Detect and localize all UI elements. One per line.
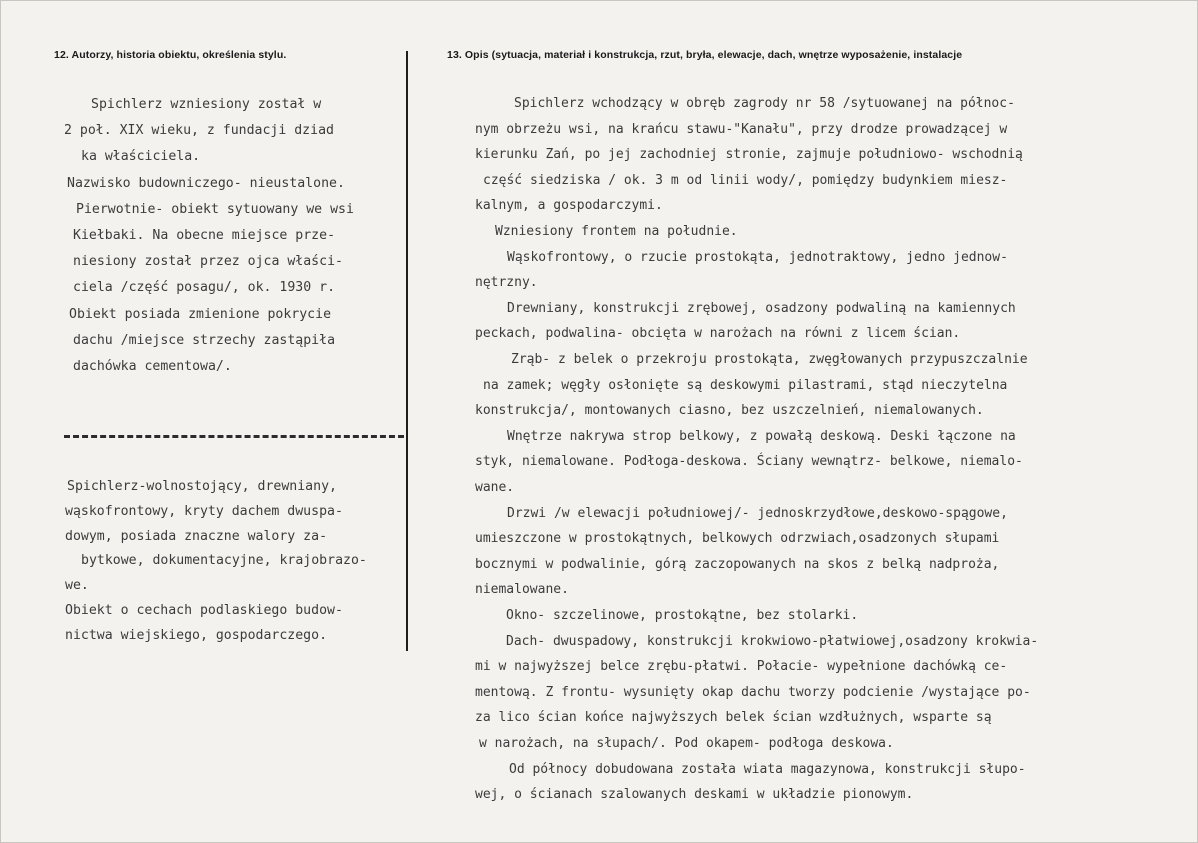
column-divider bbox=[406, 51, 408, 651]
text-line: Nazwisko budowniczego- nieustalone. bbox=[67, 175, 345, 191]
text-line: 2 poł. XIX wieku, z fundacji dziad bbox=[64, 123, 334, 139]
text-line: wane. bbox=[475, 480, 515, 495]
text-line: Obiekt o cechach podlaskiego budow- bbox=[65, 603, 343, 618]
text-line: nym obrzeżu wsi, na krańcu stawu-"Kanału", przy drodze prowadzącej w bbox=[475, 121, 1008, 137]
text-line: na zamek; węgły osłonięte są deskowymi pilastrami, stąd nieczytelna bbox=[483, 377, 1008, 393]
text-line: Spichlerz wzniesiony został w bbox=[91, 97, 322, 112]
text-line: Zrąb- z belek o przekroju prostokąta, zwęgłowanych przypuszczalnie bbox=[511, 352, 1028, 367]
text-line: wąskofrontowy, kryty dachem dwuspa- bbox=[65, 503, 343, 519]
text-line: Drzwi /w elewacji południowej/- jednoskrzydłowe,deskowo-spągowe, bbox=[507, 505, 1008, 521]
text-line: kalnym, a gospodarczymi. bbox=[475, 198, 663, 214]
text-line: mi w najwyższej belce zrębu-płatwi. Połacie- wypełnione dachówką ce- bbox=[475, 659, 1008, 675]
text-line: część siedziska / ok. 3 m od linii wody/, pomiędzy budynkiem miesz- bbox=[483, 172, 1008, 188]
section-13-header: 13. Opis (sytuacja, materiał i konstrukcja, rzut, bryła, elewacje, dach, wnętrze wyposażenie, instalacje bbox=[447, 49, 963, 61]
dashed-separator bbox=[64, 435, 404, 438]
text-line: ka właściciela. bbox=[81, 149, 201, 165]
text-line: niesiony został przez ojca właści- bbox=[73, 254, 343, 270]
text-line: wej, o ścianach szalowanych deskami w układzie pionowym. bbox=[475, 787, 914, 803]
text-line: mentową. Z frontu- wysunięty okap dachu tworzy podcienie /wystające po- bbox=[475, 684, 1031, 700]
text-line: nictwa wiejskiego, gospodarczego. bbox=[65, 627, 328, 643]
text-line: umieszczone w prostokątnych, belkowych odrzwiach,osadzonych słupami bbox=[475, 531, 1000, 547]
text-line: dachu /miejsce strzechy zastąpiła bbox=[73, 332, 336, 348]
text-line: styk, niemalowane. Podłoga-deskowa. Ściany wewnątrz- belkowe, niemalo- bbox=[475, 454, 1023, 470]
text-line: Wąskofrontowy, o rzucie prostokąta, jednotraktowy, jedno jednow- bbox=[507, 249, 1008, 265]
text-line: za lico ścian końce najwyższych belek ścian wzdłużnych, wsparte są bbox=[475, 710, 992, 726]
text-line: Drewniany, konstrukcji zrębowej, osadzony podwaliną na kamiennych bbox=[507, 300, 1016, 316]
text-line: dowym, posiada znaczne walory za- bbox=[65, 528, 328, 544]
text-line: Spichlerz wchodzący w obręb zagrody nr 58 /sytuowanej na północ- bbox=[514, 96, 1015, 111]
text-line: niemalowane. bbox=[475, 582, 569, 598]
text-line: peckach, podwalina- obcięta w narożach na równi z licem ścian. bbox=[475, 326, 961, 342]
text-line: Od północy dobudowana została wiata magazynowa, konstrukcji słupo- bbox=[509, 761, 1026, 777]
text-line: we. bbox=[65, 578, 89, 594]
text-line: Spichlerz-wolnostojący, drewniany, bbox=[67, 479, 337, 494]
text-line: ciela /część posagu/, ok. 1930 r. bbox=[73, 280, 336, 296]
text-line: Wzniesiony frontem na południe. bbox=[495, 224, 738, 239]
text-line: Obiekt posiada zmienione pokrycie bbox=[69, 306, 332, 322]
text-line: Dach- dwuspadowy, konstrukcji krokwiowo-płatwiowej,osadzony krokwia- bbox=[506, 633, 1039, 649]
text-line: Wnętrze nakrywa strop belkowy, z powałą deskową. Deski łączone na bbox=[507, 428, 1016, 444]
text-line: bocznymi w podwalinie, górą zaczopowanych na skos z belką nadproża, bbox=[475, 556, 1000, 572]
text-line: konstrukcja/, montowanych ciasno, bez uszczelnień, niemalowanych. bbox=[475, 403, 984, 419]
text-line: Pierwotnie- obiekt sytuowany we wsi bbox=[76, 201, 354, 217]
text-line: dachówka cementowa/. bbox=[73, 359, 232, 374]
text-line: kierunku Zań, po jej zachodniej stronie, zajmuje południowo- wschodnią bbox=[475, 147, 1023, 163]
text-line: Kiełbaki. Na obecne miejsce prze- bbox=[73, 228, 336, 243]
text-line: w narożach, na słupach/. Pod okapem- podłoga deskowa. bbox=[479, 736, 894, 751]
section-12-header: 12. Autorzy, historia obiektu, określenia stylu. bbox=[54, 49, 287, 61]
text-line: bytkowe, dokumentacyjne, krajobrazo- bbox=[81, 553, 367, 569]
text-line: Okno- szczelinowe, prostokątne, bez stolarki. bbox=[506, 608, 859, 623]
text-line: nętrzny. bbox=[475, 275, 538, 291]
